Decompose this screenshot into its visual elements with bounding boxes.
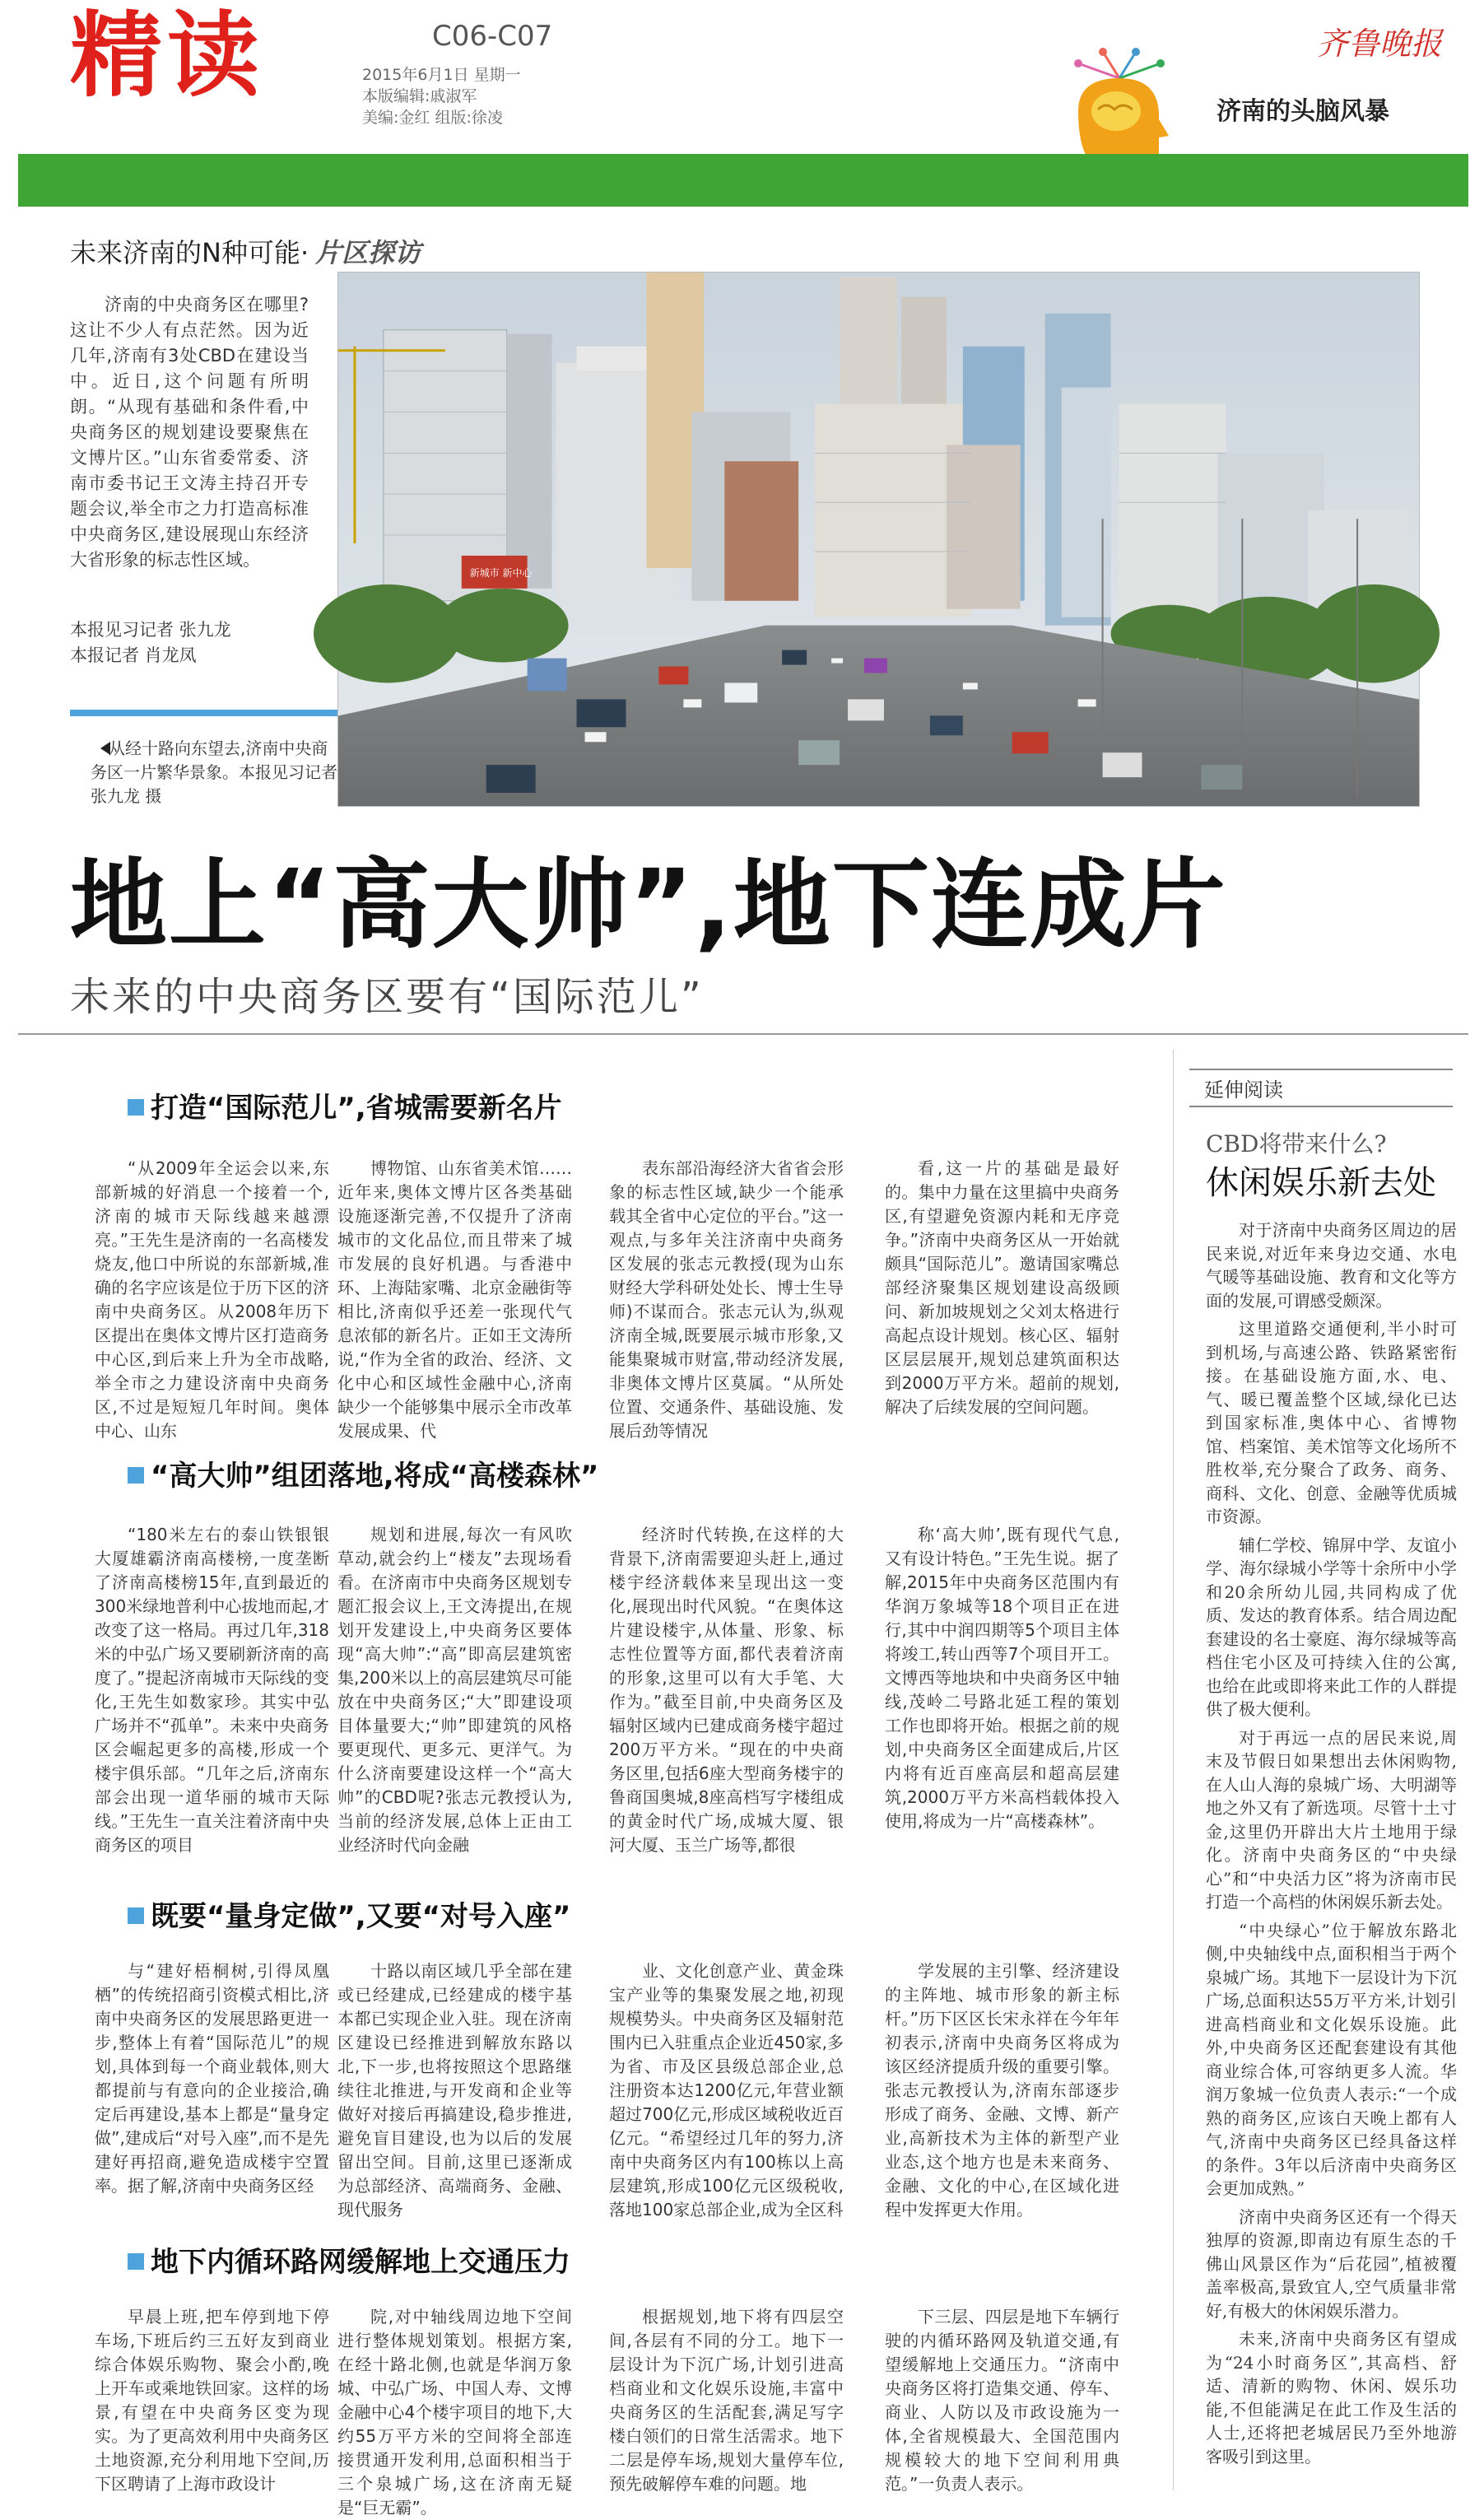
section-4-heading — [128, 2239, 570, 2280]
sidebar-paragraph: 未来,济南中央商务区有望成为“24小时商务区”,其高档、舒适、清新的购物、休闲、娱乐功能,不但能满足在此工作及生活的人士,还将把老城居民乃至外地游客吸引到这里。 — [1206, 2329, 1457, 2466]
column-tag: 济南的头脑风暴 — [1217, 97, 1389, 126]
section-3-col-3: 业、文化创意产业、黄金珠宝产业等的集聚发展之地,初现规模势头。中央商务区及辐射范围内已入驻重点企业近450家,多为省、市及区县级总部企业,总注册资本达1200亿元,年营业额超过700亿元,形成区域税收近百亿元。“希望经过几年的努力,济南中央商务区内有100栋以上高层建筑,形成100亿元区级税收,落地100家总部企业,成为全区科 — [609, 1961, 844, 2220]
photo-caption — [91, 737, 337, 808]
section-2-heading-text: “高大帅”组团落地,将成“高楼森林” — [151, 1460, 599, 1493]
section-marker-icon — [128, 2253, 144, 2270]
sidebar-paragraph: 对于再远一点的居民来说,周末及节假日如果想出去休闲购物,在人山人海的泉城广场、大明湖等地之外又有了新选项。尽管十土寸金,这里仍开辟出大片土地用于绿化。济南中央商务区的“中央绿心”和“中央活力区”将为济南市民打造一个高档的休闲娱乐新去处。 — [1206, 1727, 1457, 1912]
sidebar-paragraph: 济南中央商务区还有一个得天独厚的资源,即南边有原生态的千佛山风景区作为“后花园”,植被覆盖率极高,景致宜人,空气质量非常好,有极大的休闲娱乐潜力。 — [1206, 2206, 1457, 2321]
masthead: 精读 — [70, 2, 264, 109]
section-2-col-4: 称‘高大帅’,既有现代气息,又有设计特色。”王先生说。据了解,2015年中央商务区范围内有华润万象城等18个项目正在进行,其中中润四期等5个项目主体将竣工,转山西等7个项目开工。文博西等地块和中央商务区中轴线,茂岭二号路北延工程的策划工作也即将开始。根据之前的规划,中央商务区全面建成后,片区内将有近百座高层和超高层建筑,2000万平方米高档载体投入使用,将成为一片“高楼森林”。 — [885, 1525, 1119, 1831]
sidebar-paragraph: 辅仁学校、锦屏中学、友谊小学、海尔绿城小学等十余所中小学和20余所幼儿园,共同构成了优质、发达的教育体系。结合周边配套建设的名士豪庭、海尔绿城等高档住宅小区及可持续入住的公寓,也给在此或即将来此工作的人群提供了极大便利。 — [1206, 1535, 1457, 1719]
photo-caption-text: 从经十路向东望去,济南中央商务区一片繁华景象。本报见习记者 张九龙 摄 — [91, 738, 337, 806]
reporter-byline — [70, 617, 231, 668]
billboard-text: 新城市 新中心 — [469, 566, 533, 579]
sidebar-question: CBD将带来什么? — [1206, 1130, 1387, 1158]
section-marker-icon — [128, 1099, 144, 1116]
section-2-col-1: “180米左右的泰山铁银银大厦雄霸济南高楼榜,一度垄断了济南高楼榜15年,直到最近的300米绿地普利中心拔地而起,才改变了这一格局。再过几年,318米的中弘广场又要刷新济南的高度了。”提起济南城市天际线的变化,王先生如数家珍。其实中弘广场并不“孤单”。未来中央商务区会崛起更多的高楼,形成一个楼宇俱乐部。“几年之后,济南东部会出现一道华丽的城市天际线。”王先生一直关注着济南中央商务区的项目 — [95, 1525, 329, 1855]
caption-divider — [70, 710, 337, 716]
sidebar-divider — [1173, 1050, 1174, 2490]
section-1-col-3: 表东部沿海经济大省省会形象的标志性区域,缺少一个能承载其全省中心定位的平台。”这一观点,与多年关注济南中央商务区发展的张志元教授(现为山东财经大学科研处处长、博士生导师)不谋而合。张志元认为,纵观济南全城,既要展示城市形象,又能集聚城市财富,带动经济发展,非奥体文博片区莫属。“从所处位置、交通条件、基础设施、发展后劲等情况 — [609, 1158, 844, 1441]
sidebar-label: 延伸阅读 — [1189, 1069, 1453, 1107]
series-name: 未来济南的N种可能· — [70, 237, 309, 268]
section-4-col-4: 下三层、四层是地下车辆行驶的内循环路网及轨道交通,有望缓解地上交通压力。“济南中央商务区将打造集交通、停车、商业、人防以及市政设施为一体,全省规模最大、全国范围内规模较大的地下空间利用典范。”一负责人表示。 — [885, 2307, 1119, 2494]
feature-series-title — [70, 232, 421, 270]
header-green-bar — [18, 154, 1468, 207]
section-1-heading-text: 打造“国际范儿”,省城需要新名片 — [151, 1092, 562, 1125]
reporter-2: 本报记者 肖龙凤 — [70, 645, 197, 665]
section-4-col-3: 根据规划,地下将有四层空间,各层有不同的分工。地下一层设计为下沉广场,计划引进高档商业和文化娱乐设施,丰富中央商务区的生活配套,满足写字楼白领们的日常生活需求。地下二层是停车场,规划大量停车位,预先破解停车难的问题。地 — [609, 2307, 844, 2494]
section-2-col-2: 规划和进展,每次一有风吹草动,就会约上“楼友”去现场看看。在济南市中央商务区规划专题汇报会议上,王文涛提出,在规划开发建设上,中央商务区要体现“高大帅”:“高”即高层建筑密集,200米以上的高层建筑尽可能放在中央商务区;“大”即建设项目体量要大;“帅”即建筑的风格要更现代、更多元、更洋气。为什么济南要建设这样一个“高大帅”的CBD呢?张志元教授认为,当前的经济发展,总体上正由工业经济时代向金融 — [337, 1525, 572, 1855]
section-2-col-3: 经济时代转换,在这样的大背景下,济南需要迎头赶上,通过楼宇经济载体来呈现出这一变化,展现出时代风貌。“在奥体这片建设楼宇,从体量、形象、标志性位置等方面,都代表着济南的形象,这里可以有大手笔、大作为。”截至目前,中央商务区及辐射区域内已建成商务楼宇超过200万平方米。“现在的中央商务区里,包括6座大型商务楼宇的鲁商国奥城,8座高档写字楼组成的黄金时代广场,成城大厦、银河大厦、玉兰广场等,都很 — [609, 1525, 844, 1855]
main-headline: 地上“高大帅”,地下连成片 — [70, 848, 1227, 962]
section-marker-icon — [128, 1907, 144, 1924]
section-1-col-1: “从2009年全运会以来,东部新城的好消息一个接着一个,济南的城市天际线越来越漂亮。”王先生是济南的一名高楼发烧友,他口中所说的东部新城,准确的名字应该是位于历下区的济南中央商务区。从2008年历下区提出在奥体文博片区打造商务中心区,到后来上升为全市战略,举全市之力建设济南中央商务区,不过是短短几年时间。奥体中心、山东 — [95, 1158, 329, 1441]
sub-headline: 未来的中央商务区要有“国际范儿” — [70, 974, 704, 1020]
section-3-col-2: 十路以南区域几乎全部在建或已经建成,已经建成的楼宇基本都已实现企业入驻。现在济南区建设已经推进到解放东路以北,下一步,也将按照这个思路继续往北推进,与开发商和企业等做好对接后再搞建设,稳步推进,避免盲目建设,也为以后的发展留出空间。目前,这里已逐渐成为总部经济、高端商务、金融、现代服务 — [337, 1961, 572, 2220]
section-3-heading-text: 既要“量身定做”,又要“对号入座” — [151, 1900, 571, 1933]
sidebar-title: 休闲娱乐新去处 — [1206, 1164, 1436, 1202]
sidebar-paragraph: “中央绿心”位于解放东路北侧,中央轴线中点,面积相当于两个泉城广场。其地下一层设计为下沉广场,总面积达55万平方米,计划引进高档商业和文化娱乐设施。此外,中央商务区还配套建设有其他商业综合体,可容纳更多人流。华润万象城一位负责人表示:“一个成熟的商务区,应该白天晚上都有人气,济南中央商务区已经具备这样的条件。3年以后济南中央商务区会更加成熟。” — [1206, 1920, 1457, 2198]
section-2-heading — [128, 1453, 598, 1493]
headline-rule — [18, 1033, 1468, 1035]
paper-name: 齐鲁晚报 — [1317, 26, 1443, 62]
section-1-col-2: 博物馆、山东省美术馆……近年来,奥体文博片区各类基础设施逐渐完善,不仅提升了济南城市的文化品位,而且带来了城市发展的良好机遇。与香港中环、上海陆家嘴、北京金融街等相比,济南似乎还差一张现代气息浓郁的新名片。正如王文涛所说,“作为全省的政治、经济、文化中心和区域性金融中心,济南缺少一个能够集中展示全市改革发展成果、代 — [337, 1158, 572, 1441]
sidebar-body — [1206, 1218, 1457, 2473]
sidebar-paragraph: 这里道路交通便利,半小时可到机场,与高速公路、铁路紧密衔接。在基础设施方面,水、电、气、暖已覆盖整个区域,绿化已达到国家标准,奥体中心、省博物馆、档案馆、美术馆等文化场所不胜枚举,充分聚合了政务、商务、商科、文化、创意、金融等优质城市资源。 — [1206, 1319, 1457, 1526]
section-marker-icon — [128, 1467, 144, 1484]
editor-line: 本版编辑:戚淑军 — [362, 87, 477, 105]
series-script: 片区探访 — [315, 237, 421, 268]
section-1-col-4: 看,这一片的基础是最好的。集中力量在这里搞中央商务区,有望避免资源内耗和无序竞争。”济南中央商务区从一开始就颇具“国际范儿”。邀请国家嘴总部经济聚集区规划建设高级顾问、新加坡规划之父刘太格进行高起点设计规划。核心区、辐射区层层展开,规划总建筑面积达到2000万平方米。超前的规划,解决了后续发展的空间问题。 — [885, 1158, 1119, 1417]
section-4-col-2: 院,对中轴线周边地下空间进行整体规划策划。根据方案,在经十路北侧,也就是华润万象城、中弘广场、中国人寿、文博金融中心4个楼宇项目的地下,大约55万平方米的空间将全部连接贯通开发利用,总面积相当于三个泉城广场,这在济南无疑是“巨无霸”。 — [337, 2307, 572, 2518]
sidebar-paragraph: 对于济南中央商务区周边的居民来说,对近年来身边交通、水电气暖等基础设施、教育和文化等方面的发展,可谓感受颇深。 — [1206, 1220, 1457, 1311]
section-4-col-1: 早晨上班,把车停到地下停车场,下班后约三五好友到商业综合体娱乐购物、聚会小酌,晚上开车或乘地铁回家。这样的场景,有望在中央商务区变为现实。为了更高效利用中央商务区土地资源,充分利用地下空间,历下区聘请了上海市政设计 — [95, 2307, 329, 2494]
cbd-skyline-photo — [337, 272, 1420, 807]
section-4-heading-text: 地下内循环路网缓解地上交通压力 — [151, 2246, 570, 2279]
edition-meta — [362, 64, 521, 128]
section-3-col-1: 与“建好梧桐树,引得凤凰栖”的传统招商引资模式相比,济南中央商务区的发展思路更进一步,整体上有着“国际范儿”的规划,具体到每一个商业载体,则大都提前与有意向的企业接洽,确定后再建设,基本上都是“量身定做”,建成后“对号入座”,而不是先建好再招商,避免造成楼宇空置率。据了解,济南中央商务区经 — [95, 1961, 329, 2196]
intro-paragraph: 济南的中央商务区在哪里?这让不少人有点茫然。因为近几年,济南有3处CBD在建设当中。近日,这个问题有所明朗。“从现有基础和条件看,中央商务区的规划建设要聚焦在文博片区。”山东省委常委、济南市委书记王文涛主持召开专题会议,举全市之力打造高标准中央商务区,建设展现山东经济大省形象的标志性区域。 — [70, 295, 309, 570]
section-3-col-4: 学发展的主引擎、经济建设的主阵地、城市形象的新主标杆。”历下区区长宋永祥在今年年初表示,济南中央商务区将成为该区经济提质升级的重要引擎。张志元教授认为,济南东部逐步形成了商务、金融、文博、新产业,高新技术为主体的新型产业业态,这个地方也是未来商务、金融、文化的中心,在区域化进程中发挥更大作用。 — [885, 1961, 1119, 2220]
designer-line: 美编:金红 组版:徐凌 — [362, 109, 503, 127]
section-1-heading — [128, 1085, 562, 1125]
section-3-heading — [128, 1893, 570, 1934]
page-numbers: C06-C07 — [432, 20, 553, 53]
reporter-1: 本报见习记者 张九龙 — [70, 620, 231, 640]
date-line: 2015年6月1日 星期一 — [362, 66, 521, 84]
